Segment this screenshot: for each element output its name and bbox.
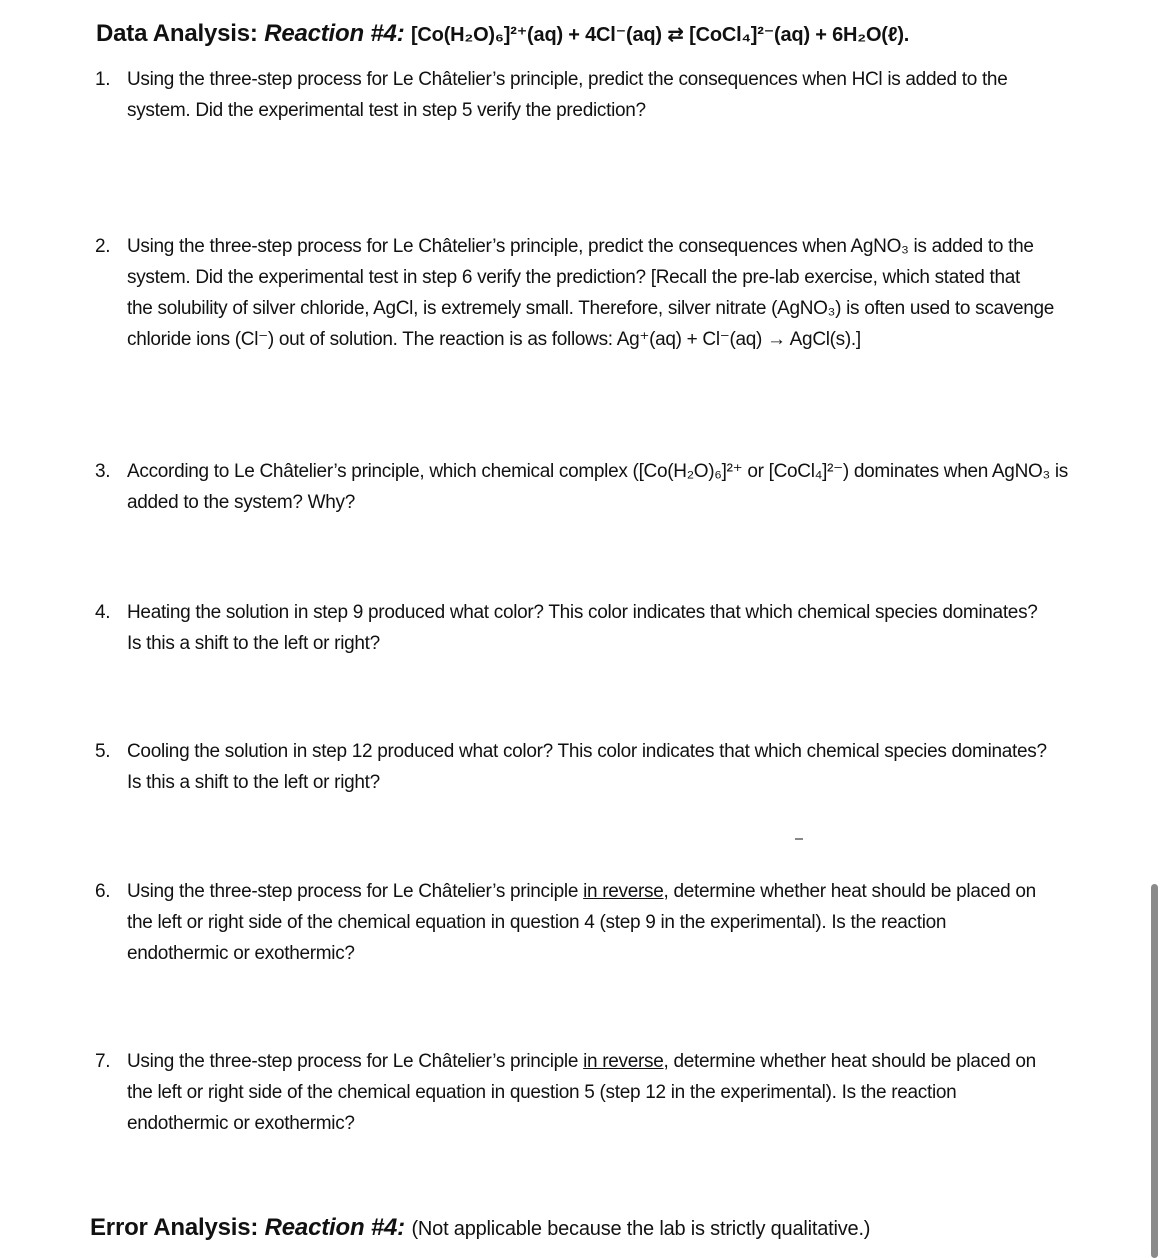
question-text: Using the three-step process for Le Châtelier’s principle xyxy=(127,881,584,902)
question-text: , determine whether heat should be placed on xyxy=(663,1051,1036,1072)
error-analysis-label: Error Analysis: xyxy=(90,1214,265,1241)
question-number: 7. xyxy=(95,1051,111,1072)
question-line: the left or right side of the chemical equation in question 4 (step 9 in the experimental). Is the reaction xyxy=(127,912,947,933)
question-line: chloride ions (Cl⁻) out of solution. The reaction is as follows: Ag⁺(aq) + Cl⁻(aq) → AgCl(s).] xyxy=(127,329,861,350)
question-line: Is this a shift to the left or right? xyxy=(127,633,380,654)
question-line: the left or right side of the chemical equation in question 5 (step 12 in the experimental). Is the reaction xyxy=(127,1082,957,1103)
error-analysis-heading xyxy=(90,1214,870,1242)
data-analysis-heading xyxy=(96,20,909,48)
question-number: 1. xyxy=(95,69,111,90)
question-line: endothermic or exothermic? xyxy=(127,943,355,964)
question-line: the solubility of silver chloride, AgCl, is extremely small. Therefore, silver nitrate (AgNO₃) is often used to scavenge xyxy=(127,298,1055,319)
question-line xyxy=(127,876,1095,907)
question-line: endothermic or exothermic? xyxy=(127,1113,355,1134)
question-line: Cooling the solution in step 12 produced what color? This color indicates that which chemical species dominates? xyxy=(127,741,1047,762)
reaction-label: Reaction #4: xyxy=(264,1214,412,1241)
question-number: 5. xyxy=(95,741,111,762)
reaction-equation: [Co(H₂O)₆]²⁺(aq) + 4Cl⁻(aq) ⇄ [CoCl₄]²⁻(aq) + 6H₂O(ℓ). xyxy=(410,24,910,46)
question-number: 2. xyxy=(95,236,111,257)
vertical-scrollbar[interactable] xyxy=(1151,884,1158,1258)
question-line: system. Did the experimental test in step 5 verify the prediction? xyxy=(127,100,646,121)
question-line: Using the three-step process for Le Châtelier’s principle, predict the consequences when AgNO₃ is added to the xyxy=(127,236,1034,257)
question-5 xyxy=(95,736,1095,798)
question-2 xyxy=(95,231,1095,355)
question-line: Is this a shift to the left or right? xyxy=(127,772,380,793)
question-text: Using the three-step process for Le Châtelier’s principle xyxy=(127,1051,584,1072)
reaction-label: Reaction #4: xyxy=(264,20,411,47)
question-text: , determine whether heat should be placed on xyxy=(663,881,1036,902)
question-line: Using the three-step process for Le Châtelier’s principle, predict the consequences when HCl is added to the xyxy=(127,69,1008,90)
question-7 xyxy=(95,1046,1095,1139)
question-3 xyxy=(95,456,1095,518)
underlined-text: in reverse xyxy=(583,881,664,902)
question-number: 4. xyxy=(95,602,111,623)
question-line: Heating the solution in step 9 produced what color? This color indicates that which chemical species dominates? xyxy=(127,602,1038,623)
question-number: 6. xyxy=(95,881,111,902)
question-line: According to Le Châtelier’s principle, which chemical complex ([Co(H₂O)₆]²⁺ or [CoCl₄]²⁻) dominates when AgNO₃ is xyxy=(127,461,1069,482)
question-line: system. Did the experimental test in step 6 verify the prediction? [Recall the pre-lab exercise, which stated that xyxy=(127,267,1021,288)
underlined-text: in reverse xyxy=(583,1051,664,1072)
data-analysis-label: Data Analysis: xyxy=(96,20,265,47)
error-analysis-note: (Not applicable because the lab is strictly qualitative.) xyxy=(411,1218,871,1240)
question-line xyxy=(127,1046,1095,1077)
question-1 xyxy=(95,64,1095,126)
question-6 xyxy=(95,876,1095,969)
question-4 xyxy=(95,597,1095,659)
stray-mark xyxy=(795,838,803,840)
question-line: added to the system? Why? xyxy=(127,492,356,513)
question-number: 3. xyxy=(95,461,111,482)
